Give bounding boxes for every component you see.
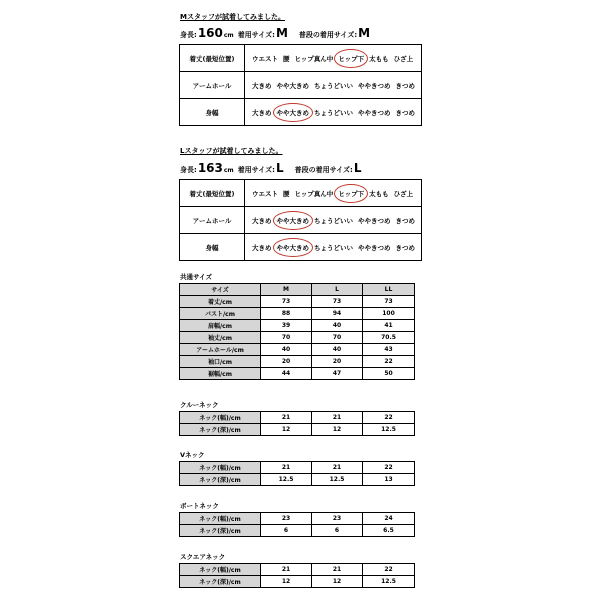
table-row xyxy=(180,564,415,576)
value-cell: 70 xyxy=(261,332,312,344)
value-cell: 44 xyxy=(261,368,312,380)
usual-size-label: 普段の着用サイズ: xyxy=(294,166,353,174)
row-label-cell: ネック(深)/cm xyxy=(180,474,261,486)
row-label-cell: ネック(深)/cm xyxy=(180,525,261,537)
row-label-cell: 袖丈/cm xyxy=(180,332,261,344)
row-label-cell: アームホール/cm xyxy=(180,344,261,356)
fit-row xyxy=(180,99,422,126)
value-cell: 6.5 xyxy=(363,525,415,537)
value-cell: 22 xyxy=(363,412,415,424)
value-cell: 40 xyxy=(261,344,312,356)
m-trial-stats xyxy=(180,26,371,40)
usual-size-value: M xyxy=(358,26,371,40)
fit-option-selected: ヒップ下 xyxy=(338,189,365,198)
fit-options xyxy=(245,207,422,234)
row-label-cell: ネック(深)/cm xyxy=(180,424,261,436)
value-cell: 73 xyxy=(261,296,312,308)
value-cell: 13 xyxy=(363,474,415,486)
neck-size-table xyxy=(179,512,415,537)
value-cell: 70.5 xyxy=(363,332,415,344)
height-label: 身長: xyxy=(180,31,197,39)
row-label-cell: 裾幅/cm xyxy=(180,368,261,380)
fit-option: ひざ上 xyxy=(393,54,414,63)
value-cell: 12.5 xyxy=(363,576,415,588)
value-cell: 12 xyxy=(312,424,363,436)
value-cell: 70 xyxy=(312,332,363,344)
row-label-cell: ネック(深)/cm xyxy=(180,576,261,588)
table-header-row xyxy=(180,284,415,296)
fit-row xyxy=(180,207,422,234)
fit-option: 腰 xyxy=(283,189,290,198)
value-cell: 12 xyxy=(261,576,312,588)
fit-options xyxy=(245,99,422,126)
table-row xyxy=(180,576,415,588)
neck-size-table xyxy=(179,461,415,486)
table-row xyxy=(180,356,415,368)
usual-size-label: 普段の着用サイズ: xyxy=(298,31,358,39)
value-cell: 6 xyxy=(312,525,363,537)
fit-option: ひざ上 xyxy=(393,189,414,198)
value-cell: 12 xyxy=(261,424,312,436)
value-cell: 39 xyxy=(261,320,312,332)
fit-option: ややきつめ xyxy=(358,243,391,252)
fit-option: きつめ xyxy=(395,108,415,117)
neck-section-title: Vネック xyxy=(180,451,205,459)
row-label-cell: ネック(幅)/cm xyxy=(180,513,261,525)
height-unit: cm xyxy=(223,32,234,39)
table-row xyxy=(180,462,415,474)
neck-section-title: ボートネック xyxy=(180,502,219,510)
fit-row xyxy=(180,234,422,261)
value-cell: LL xyxy=(363,284,415,296)
value-cell: 21 xyxy=(312,564,363,576)
value-cell: 40 xyxy=(312,344,363,356)
fit-option: やや大きめ xyxy=(276,81,309,90)
fit-option: 大きめ xyxy=(252,243,272,252)
neck-size-table xyxy=(179,563,415,588)
table-row xyxy=(180,474,415,486)
fit-options xyxy=(245,72,422,99)
fit-option: ヒップ真ん中 xyxy=(294,54,334,63)
fit-option: 大きめ xyxy=(252,108,272,117)
height-value: 160 xyxy=(197,26,223,40)
fit-option: ちょうどいい xyxy=(314,216,353,225)
common-size-title: 共通サイズ xyxy=(180,273,212,281)
fit-option: きつめ xyxy=(395,243,415,252)
value-cell: 41 xyxy=(363,320,415,332)
value-cell: 94 xyxy=(312,308,363,320)
row-label-cell: 着丈/cm xyxy=(180,296,261,308)
fit-option: ややきつめ xyxy=(358,216,391,225)
row-label-cell: バスト/cm xyxy=(180,308,261,320)
fit-option: ちょうどいい xyxy=(314,243,353,252)
value-cell: 22 xyxy=(363,462,415,474)
l-fit-table xyxy=(179,179,422,261)
fit-row-label: アームホール xyxy=(180,207,245,234)
value-cell: 12 xyxy=(312,576,363,588)
fit-row-label: 身幅 xyxy=(180,99,245,126)
value-cell: 12.5 xyxy=(261,474,312,486)
worn-size-value: M xyxy=(275,26,288,40)
value-cell: 100 xyxy=(363,308,415,320)
fit-option: ウエスト xyxy=(252,189,278,198)
value-cell: 24 xyxy=(363,513,415,525)
height-label: 身長: xyxy=(180,166,197,174)
worn-size-label: 着用サイズ: xyxy=(237,166,275,174)
fit-option: ややきつめ xyxy=(358,108,391,117)
table-row xyxy=(180,296,415,308)
value-cell: 47 xyxy=(312,368,363,380)
fit-row xyxy=(180,72,422,99)
value-cell: 43 xyxy=(363,344,415,356)
fit-option: ちょうどいい xyxy=(314,81,353,90)
neck-section-title: クルーネック xyxy=(180,401,219,409)
table-row xyxy=(180,344,415,356)
value-cell: 6 xyxy=(261,525,312,537)
row-label-cell: ネック(幅)/cm xyxy=(180,462,261,474)
table-row xyxy=(180,320,415,332)
common-size-table xyxy=(179,283,415,380)
neck-size-table xyxy=(179,411,415,436)
fit-options xyxy=(245,234,422,261)
worn-size-label: 着用サイズ: xyxy=(237,31,275,39)
value-cell: 50 xyxy=(363,368,415,380)
fit-options xyxy=(245,180,422,207)
value-cell: 73 xyxy=(312,296,363,308)
fit-option: 太もも xyxy=(369,189,389,198)
fit-option-selected: やや大きめ xyxy=(276,243,309,252)
value-cell: 21 xyxy=(261,564,312,576)
height-unit: cm xyxy=(223,167,234,174)
value-cell: 21 xyxy=(261,412,312,424)
fit-row xyxy=(180,180,422,207)
value-cell: 23 xyxy=(261,513,312,525)
m-trial-heading: Mスタッフが試着してみました。 xyxy=(180,13,285,21)
value-cell: 21 xyxy=(261,462,312,474)
row-label-cell: 肩幅/cm xyxy=(180,320,261,332)
fit-option: きつめ xyxy=(395,81,415,90)
value-cell: 21 xyxy=(312,462,363,474)
value-cell: L xyxy=(312,284,363,296)
fit-row-label: 着丈(最短位置) xyxy=(180,180,245,207)
fit-option: きつめ xyxy=(395,216,415,225)
fit-option: ウエスト xyxy=(252,54,278,63)
fit-option-selected: やや大きめ xyxy=(276,108,309,117)
row-label-cell: 袖口/cm xyxy=(180,356,261,368)
m-fit-table xyxy=(179,44,422,126)
usual-size-value: L xyxy=(353,161,362,175)
neck-section-title: スクエアネック xyxy=(180,553,226,561)
table-row xyxy=(180,424,415,436)
l-trial-stats xyxy=(180,161,363,175)
fit-option-selected: ヒップ下 xyxy=(338,54,365,63)
row-label-cell: サイズ xyxy=(180,284,261,296)
table-row xyxy=(180,513,415,525)
fit-option-selected: やや大きめ xyxy=(276,216,309,225)
value-cell: 20 xyxy=(261,356,312,368)
fit-option: ヒップ真ん中 xyxy=(294,189,334,198)
fit-option: 腰 xyxy=(283,54,290,63)
l-trial-heading: Lスタッフが試着してみました。 xyxy=(180,147,283,155)
table-row xyxy=(180,332,415,344)
table-row xyxy=(180,308,415,320)
height-value: 163 xyxy=(197,161,223,175)
table-row xyxy=(180,368,415,380)
table-row xyxy=(180,525,415,537)
value-cell: 73 xyxy=(363,296,415,308)
fit-row-label: アームホール xyxy=(180,72,245,99)
value-cell: 12.5 xyxy=(312,474,363,486)
fit-option: ちょうどいい xyxy=(314,108,353,117)
value-cell: 21 xyxy=(312,412,363,424)
value-cell: 20 xyxy=(312,356,363,368)
value-cell: 12.5 xyxy=(363,424,415,436)
worn-size-value: L xyxy=(275,161,284,175)
fit-options xyxy=(245,45,422,72)
value-cell: 22 xyxy=(363,356,415,368)
fit-option: 大きめ xyxy=(252,216,272,225)
row-label-cell: ネック(幅)/cm xyxy=(180,412,261,424)
fit-row-label: 着丈(最短位置) xyxy=(180,45,245,72)
value-cell: 22 xyxy=(363,564,415,576)
value-cell: 40 xyxy=(312,320,363,332)
fit-row-label: 身幅 xyxy=(180,234,245,261)
fit-option: 大きめ xyxy=(252,81,272,90)
fit-row xyxy=(180,45,422,72)
value-cell: 23 xyxy=(312,513,363,525)
table-row xyxy=(180,412,415,424)
row-label-cell: ネック(幅)/cm xyxy=(180,564,261,576)
value-cell: 88 xyxy=(261,308,312,320)
fit-option: ややきつめ xyxy=(358,81,391,90)
value-cell: M xyxy=(261,284,312,296)
fit-option: 太もも xyxy=(369,54,389,63)
